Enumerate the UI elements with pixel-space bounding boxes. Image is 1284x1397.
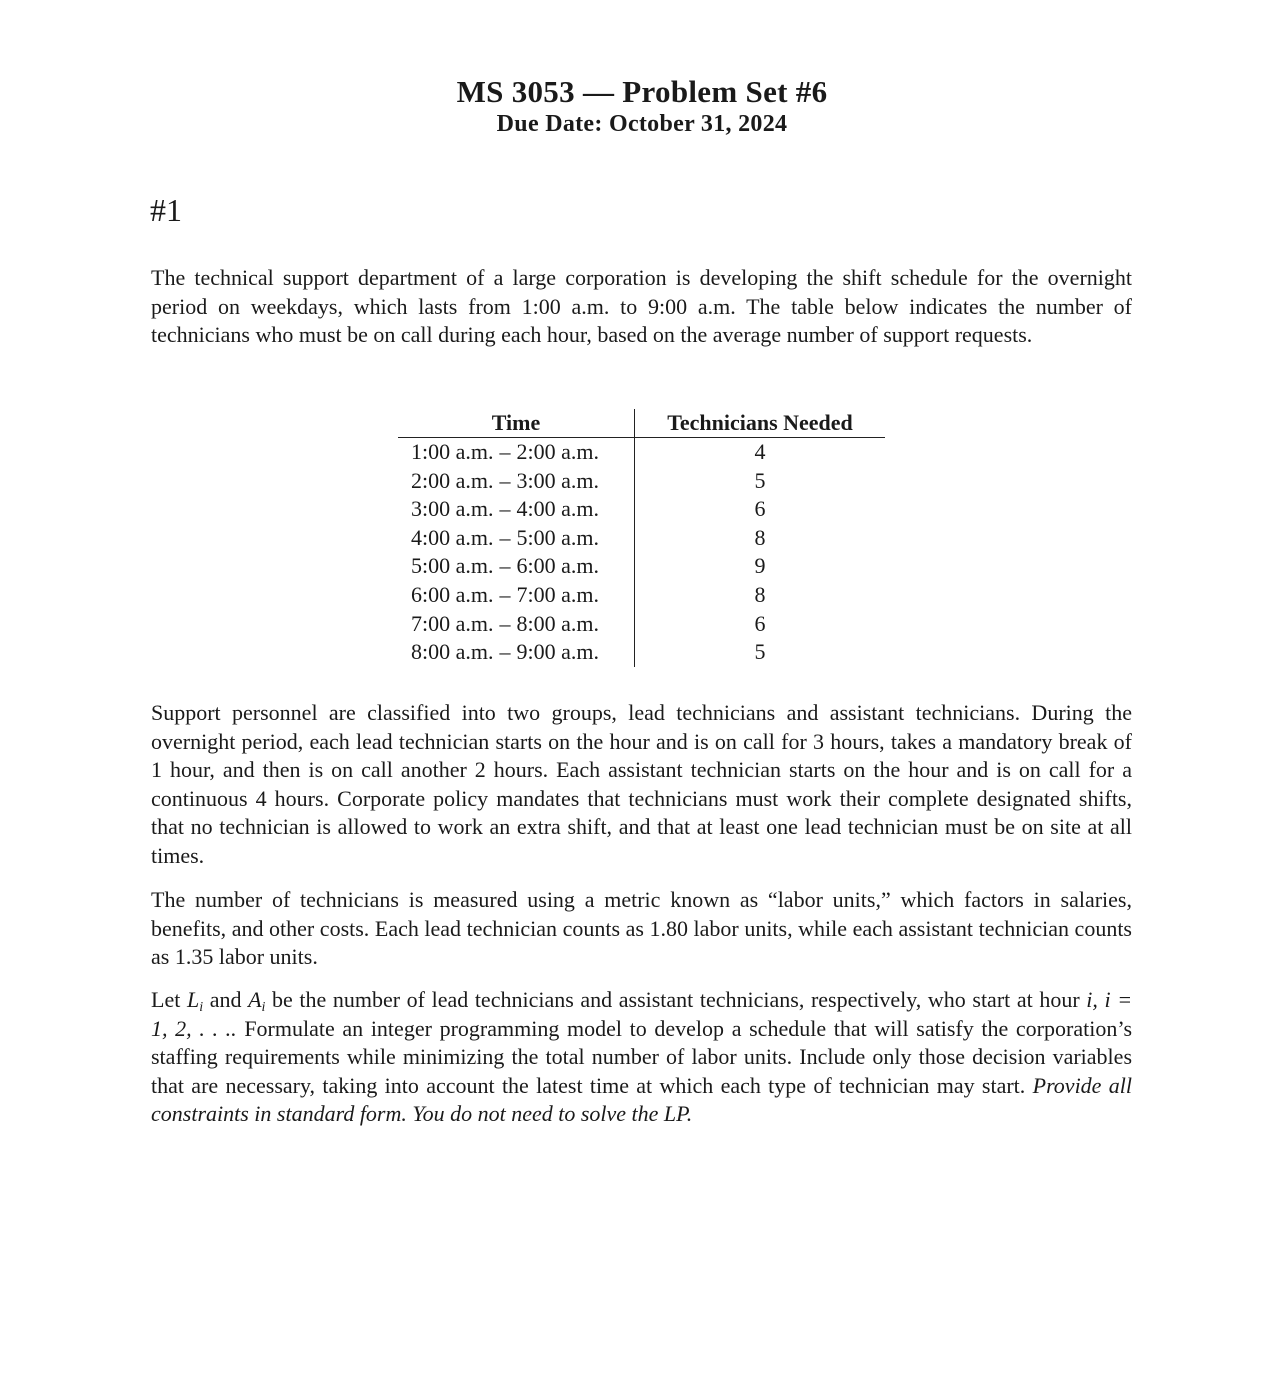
due-date: Due Date: October 31, 2024 [496, 111, 788, 137]
and-word: and [209, 987, 242, 1012]
shift-rules-paragraph: Support personnel are classified into two groups, lead technicians and assistant technicians. During the overnight period, each lead technician starts on the hour and is on call for 3 hours, takes a mandatory break of 1 hour, and then is on call another 2 hours. Each assistant technician starts on the hour and is on call for a continuous 4 hours. Corporate policy mandates that technicians must work their complete designated shifts, that no technician is allowed to work an extra shift, and that at least one lead technician must be on site at all times. [151, 700, 1132, 868]
technicians-cell: 4 [754, 439, 766, 464]
time-cell: 4:00 a.m. – 5:00 a.m. [398, 524, 635, 553]
staffing-table [398, 409, 885, 667]
time-start: 3:00 a.m. [411, 496, 494, 522]
time-cell: 2:00 a.m. – 3:00 a.m. [398, 467, 635, 496]
column-header-time: Time [398, 409, 635, 438]
table-row [398, 495, 885, 524]
problem-intro: The technical support department of a large corporation is developing the shift schedule for the overnight period on weekdays, which lasts from 1:00 a.m. to 9:00 a.m. The table below indicates the number of technicians who must be on call during each hour, based on the average number of support requests. [151, 265, 1132, 347]
technicians-cell: 9 [754, 553, 766, 579]
time-cell: 5:00 a.m. – 6:00 a.m. [398, 552, 635, 581]
table-row [398, 638, 885, 667]
table-body [398, 438, 885, 667]
time-end: 3:00 a.m. [516, 467, 599, 493]
time-end: 8:00 a.m. [516, 610, 599, 636]
table-row [398, 438, 885, 467]
time-end: 6:00 a.m. [516, 553, 599, 579]
time-cell: 3:00 a.m. – 4:00 a.m. [398, 495, 635, 524]
table-header-row [398, 409, 885, 438]
task-paragraph [151, 986, 1132, 1129]
time-start: 2:00 a.m. [411, 467, 494, 493]
time-end: 7:00 a.m. [516, 581, 599, 607]
time-start: 4:00 a.m. [411, 524, 494, 550]
table-row [398, 610, 885, 639]
problem-number: #1 [150, 192, 182, 228]
task-instructions: Provide all constraints in standard form. You do not need to solve the LP. [151, 1072, 1132, 1126]
table-row [398, 581, 885, 610]
task-text-a: be the number of lead technicians and assistant technicians, respectively, who start at hour [272, 987, 1080, 1012]
time-start: 1:00 a.m. [411, 439, 494, 464]
task-text-b: Formulate an integer programming model to develop a schedule that will satisfy the corporation’s staffing requirements while minimizing the total number of labor units. Include only those decision variables that are necessary, taking into account the latest time at which each type of technician may start. [151, 1015, 1133, 1098]
time-end: 2:00 a.m. [516, 439, 599, 464]
table-row [398, 524, 885, 553]
technicians-cell: 6 [754, 610, 766, 636]
page-title: MS 3053 — Problem Set #6 [456, 74, 828, 109]
index-range: i, i = 1, 2, . . .. [151, 987, 1133, 1041]
technicians-cell: 6 [754, 496, 766, 522]
column-header-technicians: Technicians Needed [635, 409, 886, 438]
time-start: 8:00 a.m. [411, 639, 494, 665]
time-start: 6:00 a.m. [411, 581, 494, 607]
time-cell: 6:00 a.m. – 7:00 a.m. [398, 581, 635, 610]
time-cell: 1:00 a.m. – 2:00 a.m. [398, 438, 635, 467]
time-start: 5:00 a.m. [411, 553, 494, 579]
table-row [398, 552, 885, 581]
time-end: 4:00 a.m. [516, 496, 599, 522]
time-start: 7:00 a.m. [411, 610, 494, 636]
technicians-cell: 5 [754, 467, 766, 493]
technicians-cell: 8 [754, 581, 766, 607]
time-cell: 7:00 a.m. – 8:00 a.m. [398, 610, 635, 639]
var-assistant: $A_i$ [248, 987, 266, 1015]
time-end: 5:00 a.m. [516, 524, 599, 550]
var-lead: $L_i$ [186, 987, 204, 1015]
let-word: Let [151, 987, 181, 1012]
labor-units-paragraph: The number of technicians is measured using a metric known as “labor units,” which factors in salaries, benefits, and other costs. Each lead technician counts as 1.80 labor units, while each assistant technician counts as 1.35 labor units. [151, 887, 1132, 969]
time-cell: 8:00 a.m. – 9:00 a.m. [398, 638, 635, 667]
table-row [398, 467, 885, 496]
time-end: 9:00 a.m. [516, 639, 599, 665]
technicians-cell: 5 [754, 639, 766, 665]
technicians-cell: 8 [754, 524, 766, 550]
